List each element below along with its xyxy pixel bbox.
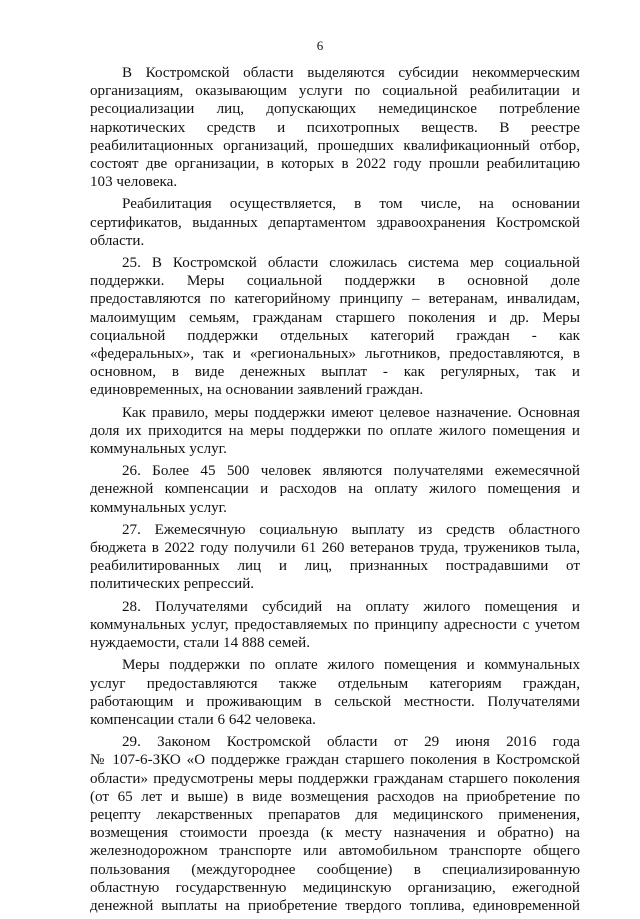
- text-line: Реабилитация осуществляется, в том числе, на основании: [122, 196, 580, 213]
- text-line: 27. Ежемесячную социальную выплату из средств областного: [122, 521, 580, 538]
- text-line: коммунальных услуг, предоставляемых по принципу адресности с учетом: [90, 616, 580, 633]
- paragraph: [90, 64, 580, 191]
- page-number: 6: [316, 38, 324, 53]
- text-line: 28. Получателями субсидий на оплату жилого помещения и: [122, 598, 580, 615]
- text-line: области.: [90, 232, 145, 249]
- text-line: Как правило, меры поддержки имеют целевое назначение. Основная: [122, 404, 580, 421]
- text-line: 29. Законом Костромской области от 29 июня 2016 года: [122, 734, 580, 751]
- text-line: социальной поддержки отдельных категорий граждан - как: [90, 327, 580, 344]
- text-line: реабилитационных организаций, прошедших квалификационный отбор,: [90, 137, 580, 154]
- text-line: единовременных, на основании заявлений граждан.: [90, 382, 424, 399]
- text-line: железнодорожном транспорте или автомобильном транспорте общего: [90, 843, 580, 860]
- text-line: основном, в виде денежных выплат - как регулярных, так и: [90, 364, 580, 381]
- paragraph: [90, 404, 580, 459]
- text-line: 26. Более 45 500 человек являются получателями ежемесячной: [122, 463, 580, 480]
- text-line: «федеральных», так и «региональных» льготников, предоставляются, в: [90, 346, 580, 363]
- text-line: возмещения стоимости проезда (к месту назначения и обратно) на: [90, 825, 580, 842]
- text-line: денежной компенсации и расходов на оплату жилого помещения и: [90, 481, 580, 498]
- text-line: наркотических средств и психотропных веществ. В реестре: [90, 119, 580, 136]
- text-line: № 107-6-ЗКО «О поддержке граждан старшего поколения в Костромской: [90, 752, 580, 769]
- text-line: В Костромской области выделяются субсидии некоммерческим: [122, 65, 580, 81]
- text-line: доля их приходится на меры поддержки по оплате жилого помещения и: [90, 422, 580, 439]
- text-line: коммунальных услуг.: [90, 441, 227, 458]
- text-line: состоят две организации, в которых в 2022 году прошли реабилитацию: [90, 156, 580, 173]
- text-line: малоимущим семьям, гражданам старшего поколения и др. Меры: [90, 309, 580, 326]
- text-line: услуг предоставляются также отдельным категориям граждан,: [90, 675, 580, 692]
- text-line: работающим и проживающим в сельской местности. Получателями: [90, 693, 580, 710]
- text-line: (от 65 лет и выше) в виде возмещения расходов на приобретение по: [90, 788, 580, 805]
- text-line: нуждаемости, стали 14 888 семей.: [90, 635, 310, 652]
- text-line: поддержки. Меры социальной поддержки в основной доле: [90, 273, 580, 290]
- text-line: области» предусмотрены меры поддержки гражданам старшего поколения: [90, 770, 580, 787]
- text-line: ресоциализации лиц, допускающих немедицинское потребление: [90, 101, 580, 118]
- document-body: [90, 64, 580, 919]
- text-line: предоставляются по категорийному принципу – ветеранам, инвалидам,: [90, 291, 580, 308]
- paragraph: [90, 195, 580, 250]
- text-line: реабилитированных лиц и лиц, признанных пострадавшими от: [90, 558, 580, 575]
- text-line: 25. В Костромской области сложилась система мер социальной: [122, 255, 580, 272]
- paragraph: [90, 462, 580, 517]
- text-line: рецепту лекарственных препаратов для медицинского применения,: [90, 806, 580, 823]
- paragraph: [90, 733, 580, 915]
- text-line: денежной выплаты на приобретение твердого топлива, единовременной: [90, 897, 580, 914]
- text-line: пользования (междугороднее сообщение) в специализированную: [90, 861, 580, 878]
- paragraph: [90, 656, 580, 729]
- text-line: компенсации стали 6 642 человека.: [90, 711, 316, 728]
- paragraph: [90, 598, 580, 653]
- paragraph: [90, 521, 580, 594]
- text-line: 103 человека.: [90, 174, 178, 191]
- text-line: Меры поддержки по оплате жилого помещения и коммунальных: [122, 657, 580, 674]
- text-line: коммунальных услуг.: [90, 499, 227, 516]
- text-line: политических репрессий.: [90, 576, 255, 593]
- text-line: организациям, оказывающим услуги по социальной реабилитации и: [90, 83, 580, 100]
- text-line: бюджета в 2022 году получили 61 260 ветеранов труда, тружеников тыла,: [90, 540, 580, 557]
- text-line: сертификатов, выданных департаментом здравоохранения Костромской: [90, 214, 580, 231]
- paragraph: [90, 254, 580, 400]
- text-line: областную государственную медицинскую организацию, ежегодной: [90, 879, 580, 896]
